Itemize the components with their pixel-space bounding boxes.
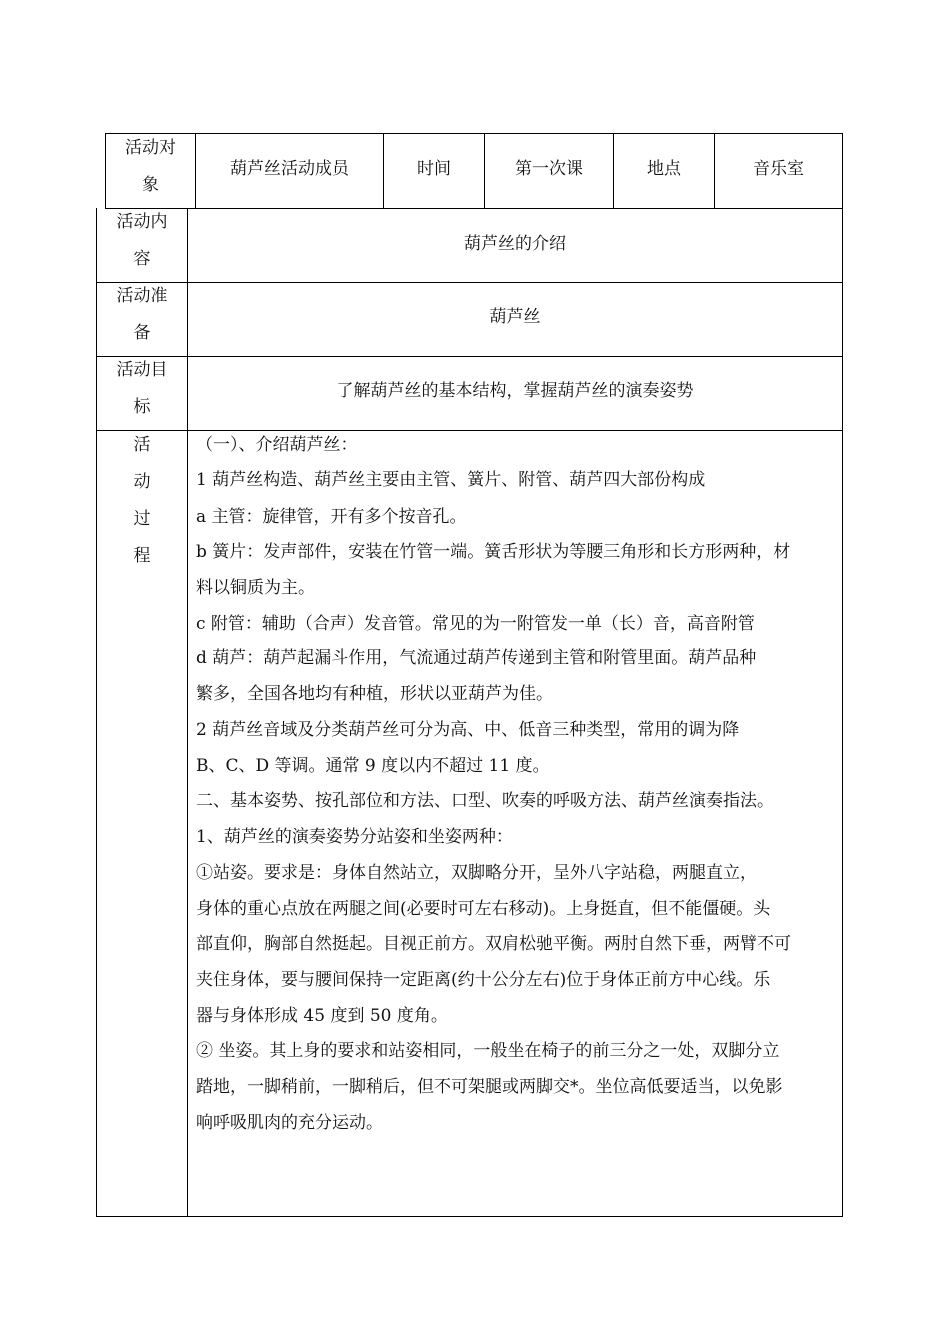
process-line: 夹住身体，要与腰间保持一定距离(约十公分左右)位于身体正前方中心线。乐 xyxy=(196,970,771,990)
time-value: 第一次课 xyxy=(515,158,583,179)
content-value: 葫芦丝的介绍 xyxy=(464,233,566,254)
prep-label: 活动准 备 xyxy=(116,286,168,343)
time-label: 时间 xyxy=(417,158,451,179)
process-line: 1 葫芦丝构造、葫芦丝主要由主管、簧片、附管、葫芦四大部份构成 xyxy=(196,470,706,490)
content-label: 活动内 容 xyxy=(116,212,168,269)
process-line: 二、基本姿势、按孔部位和方法、口型、吹奏的呼吸方法、葫芦丝演奏指法。 xyxy=(196,791,774,811)
process-line: （一）、介绍葫芦丝： xyxy=(196,435,358,455)
target-value: 葫芦丝活动成员 xyxy=(230,158,349,179)
goal-label: 活动目 标 xyxy=(116,360,168,417)
target-label: 活动对 象 xyxy=(125,138,176,195)
process-line: 踏地，一脚稍前，一脚稍后，但不可架腿或两脚交*。坐位高低要适当，以免影 xyxy=(196,1077,783,1097)
border-line xyxy=(96,1216,843,1217)
process-label: 活 动 过 程 xyxy=(133,435,151,566)
border-line xyxy=(96,356,843,357)
process-line: 繁多，全国各地均有种植，形状以亚葫芦为佳。 xyxy=(196,684,553,704)
process-line: 1、葫芦丝的演奏姿势分站姿和坐姿两种： xyxy=(196,827,513,847)
place-label: 地点 xyxy=(647,158,681,179)
process-line: 身体的重心点放在两腿之间(必要时可左右移动)。上身挺直，但不能僵硬。头 xyxy=(196,899,771,919)
goal-value: 了解葫芦丝的基本结构，掌握葫芦丝的演奏姿势 xyxy=(336,380,694,401)
process-line: c 附管：辅助（合声）发音管。常见的为一附管发一单（长）音，高音附管 xyxy=(196,614,755,634)
process-line: ①站姿。要求是：身体自然站立，双脚略分开，呈外八字站稳，两腿直立， xyxy=(196,863,757,883)
process-line: B、C、D 等调。通常 9 度以内不超过 11 度。 xyxy=(196,756,550,776)
prep-value: 葫芦丝 xyxy=(489,306,541,327)
process-line: 器与身体形成 45 度到 50 度角。 xyxy=(196,1006,448,1026)
process-line: d 葫芦：葫芦起漏斗作用，气流通过葫芦传递到主管和附管里面。葫芦品种 xyxy=(196,648,757,668)
border-line xyxy=(187,208,188,1217)
process-line: 响呼吸肌肉的充分运动。 xyxy=(196,1113,383,1133)
process-line: 2 葫芦丝音域及分类葫芦丝可分为高、中、低音三种类型，常用的调为降 xyxy=(196,720,740,740)
border-line xyxy=(842,133,843,1217)
place-value: 音乐室 xyxy=(753,158,804,179)
process-line: 部直仰，胸部自然挺起。目视正前方。双肩松驰平衡。两肘自然下垂，两臂不可 xyxy=(196,934,791,954)
process-line: 料以铜质为主。 xyxy=(196,578,315,598)
process-line: b 簧片：发声部件，安装在竹管一端。簧舌形状为等腰三角形和长方形两种，材 xyxy=(196,542,791,562)
process-line: ② 坐姿。其上身的要求和站姿相同，一般坐在椅子的前三分之一处，双脚分立 xyxy=(196,1041,780,1061)
process-line: a 主管：旋律管，开有多个按音孔。 xyxy=(196,507,467,527)
